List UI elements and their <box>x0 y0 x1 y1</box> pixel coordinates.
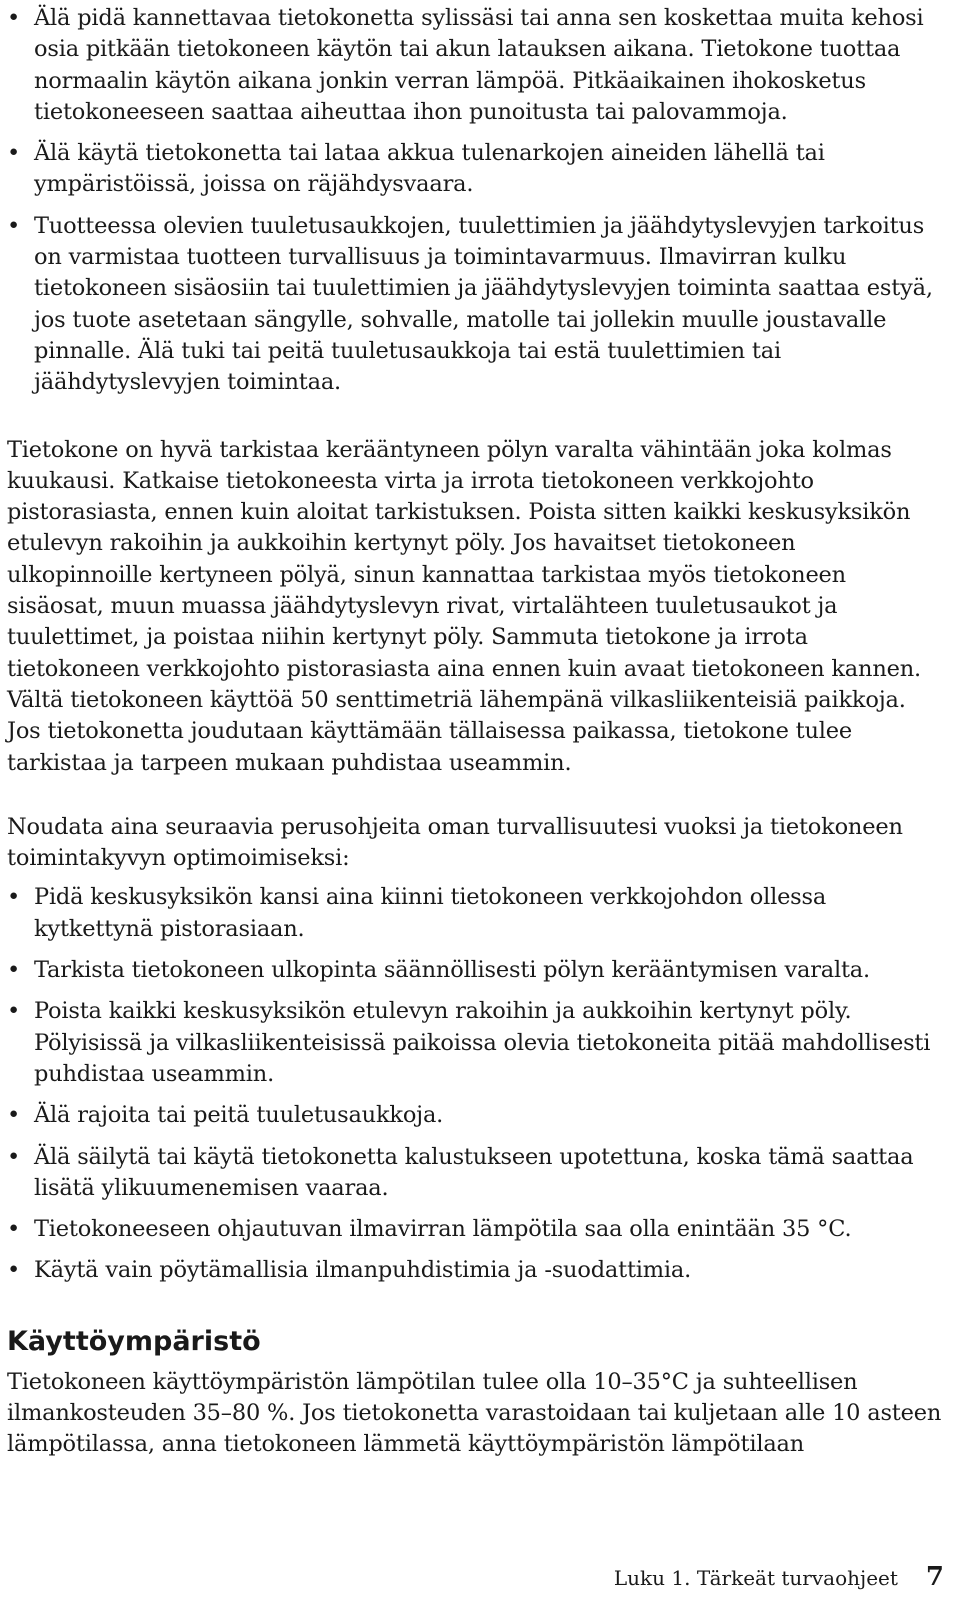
safety-bullet-list <box>7 0 943 399</box>
list-item: • Älä käytä tietokonetta tai lataa akkua tulenarkojen aineiden lähellä tai ympäristöissä, joissa on räjähdysvaara. <box>7 138 943 201</box>
page-footer <box>614 1562 944 1592</box>
list-item: • Tietokoneeseen ohjautuvan ilmavirran lämpötila saa olla enintään 35 °C. <box>7 1214 943 1245</box>
section-heading: Käyttöympäristö <box>7 1325 261 1357</box>
chapter-title: Luku 1. Tärkeät turvaohjeet <box>613 1566 898 1590</box>
list-item: • Älä pidä kannettavaa tietokonetta sylissäsi tai anna sen koskettaa muita kehosi osia pitkään tietokoneen käytön tai akun latauksen aikana. Tietokone tuottaa normaalin käytön aikana jonkin verran lämpöä. Pitkäaikainen ihokosketus tietokoneeseen saattaa aiheuttaa ihon punoitusta tai palovammoja. <box>7 3 943 128</box>
list-item: • Poista kaikki keskusyksikön etulevyn rakoihin ja aukkoihin kertynyt pöly. Pölyisissä ja vilkasliikenteisissä paikoissa olevia tietokoneita pitää mahdollisesti puhdistaa useammin. <box>7 996 943 1090</box>
list-item: • Älä säilytä tai käytä tietokonetta kalustukseen upotettuna, koska tämä saattaa lisätä ylikuumenemisen vaaraa. <box>7 1142 943 1205</box>
page-number: 7 <box>925 1562 944 1592</box>
guidelines-intro: Noudata aina seuraavia perusohjeita oman turvallisuutesi vuoksi ja tietokoneen toimintakyvyn optimoimiseksi: <box>7 813 903 872</box>
section-paragraph: Tietokoneen käyttöympäristön lämpötilan tulee olla 10–35°C ja suhteellisen ilmankosteuden 35–80 %. Jos tietokonetta varastoidaan tai kuljetaan alle 10 asteen lämpötilassa, anna tietokoneen lämmetä käyttöympäristön lämpötilaan <box>7 1368 942 1458</box>
list-item: • Älä rajoita tai peitä tuuletusaukkoja. <box>7 1100 943 1131</box>
guidelines-bullet-list <box>7 882 943 1286</box>
page-content <box>7 0 943 1461</box>
list-item: • Käytä vain pöytämallisia ilmanpuhdistimia ja -suodattimia. <box>7 1255 943 1286</box>
dust-check-paragraph: Tietokone on hyvä tarkistaa kerääntyneen pölyn varalta vähintään joka kolmas kuukausi. Katkaise tietokoneesta virta ja irrota tietokoneen verkkojohto pistorasiasta, ennen kuin aloitat tarkistuksen. Poista sitten kaikki keskusyksikön etulevyn rakoihin ja aukkoihin kertynyt pöly. Jos havaitset tietokoneen ulkopinnoille kertyneen pölyä, sinun kannattaa tarkistaa myös tietokoneen sisäosat, muun muassa jäähdytyslevyn rivat, virtalähteen tuuletusaukot ja tuulettimet, ja poistaa niihin kertynyt pöly. Sammuta tietokone ja irrota tietokoneen verkkojohto pistorasiasta aina ennen kuin avaat tietokoneen kannen. Vältä tietokoneen käyttöä 50 senttimetriä lähempänä vilkasliikenteisiä paikkoja. Jos tietokonetta joudutaan käyttämään tällaisessa paikassa, tietokone tulee tarkistaa ja tarpeen mukaan puhdistaa useammin. <box>7 436 921 776</box>
list-item: • Pidä keskusyksikön kansi aina kiinni tietokoneen verkkojohdon ollessa kytkettynä pistorasiaan. <box>7 882 943 945</box>
list-item: • Tuotteessa olevien tuuletusaukkojen, tuulettimien ja jäähdytyslevyjen tarkoitus on varmistaa tuotteen turvallisuus ja toimintavarmuus. Ilmavirran kulku tietokoneen sisäosiin tai tuulettimien ja jäähdytyslevyjen toiminta saattaa estyä, jos tuote asetetaan sängylle, sohvalle, matolle tai jollekin muulle joustavalle pinnalle. Älä tuki tai peitä tuuletusaukkoja tai estä tuulettimien tai jäähdytyslevyjen toimintaa. <box>7 211 943 399</box>
list-item: • Tarkista tietokoneen ulkopinta säännöllisesti pölyn kerääntymisen varalta. <box>7 955 943 986</box>
